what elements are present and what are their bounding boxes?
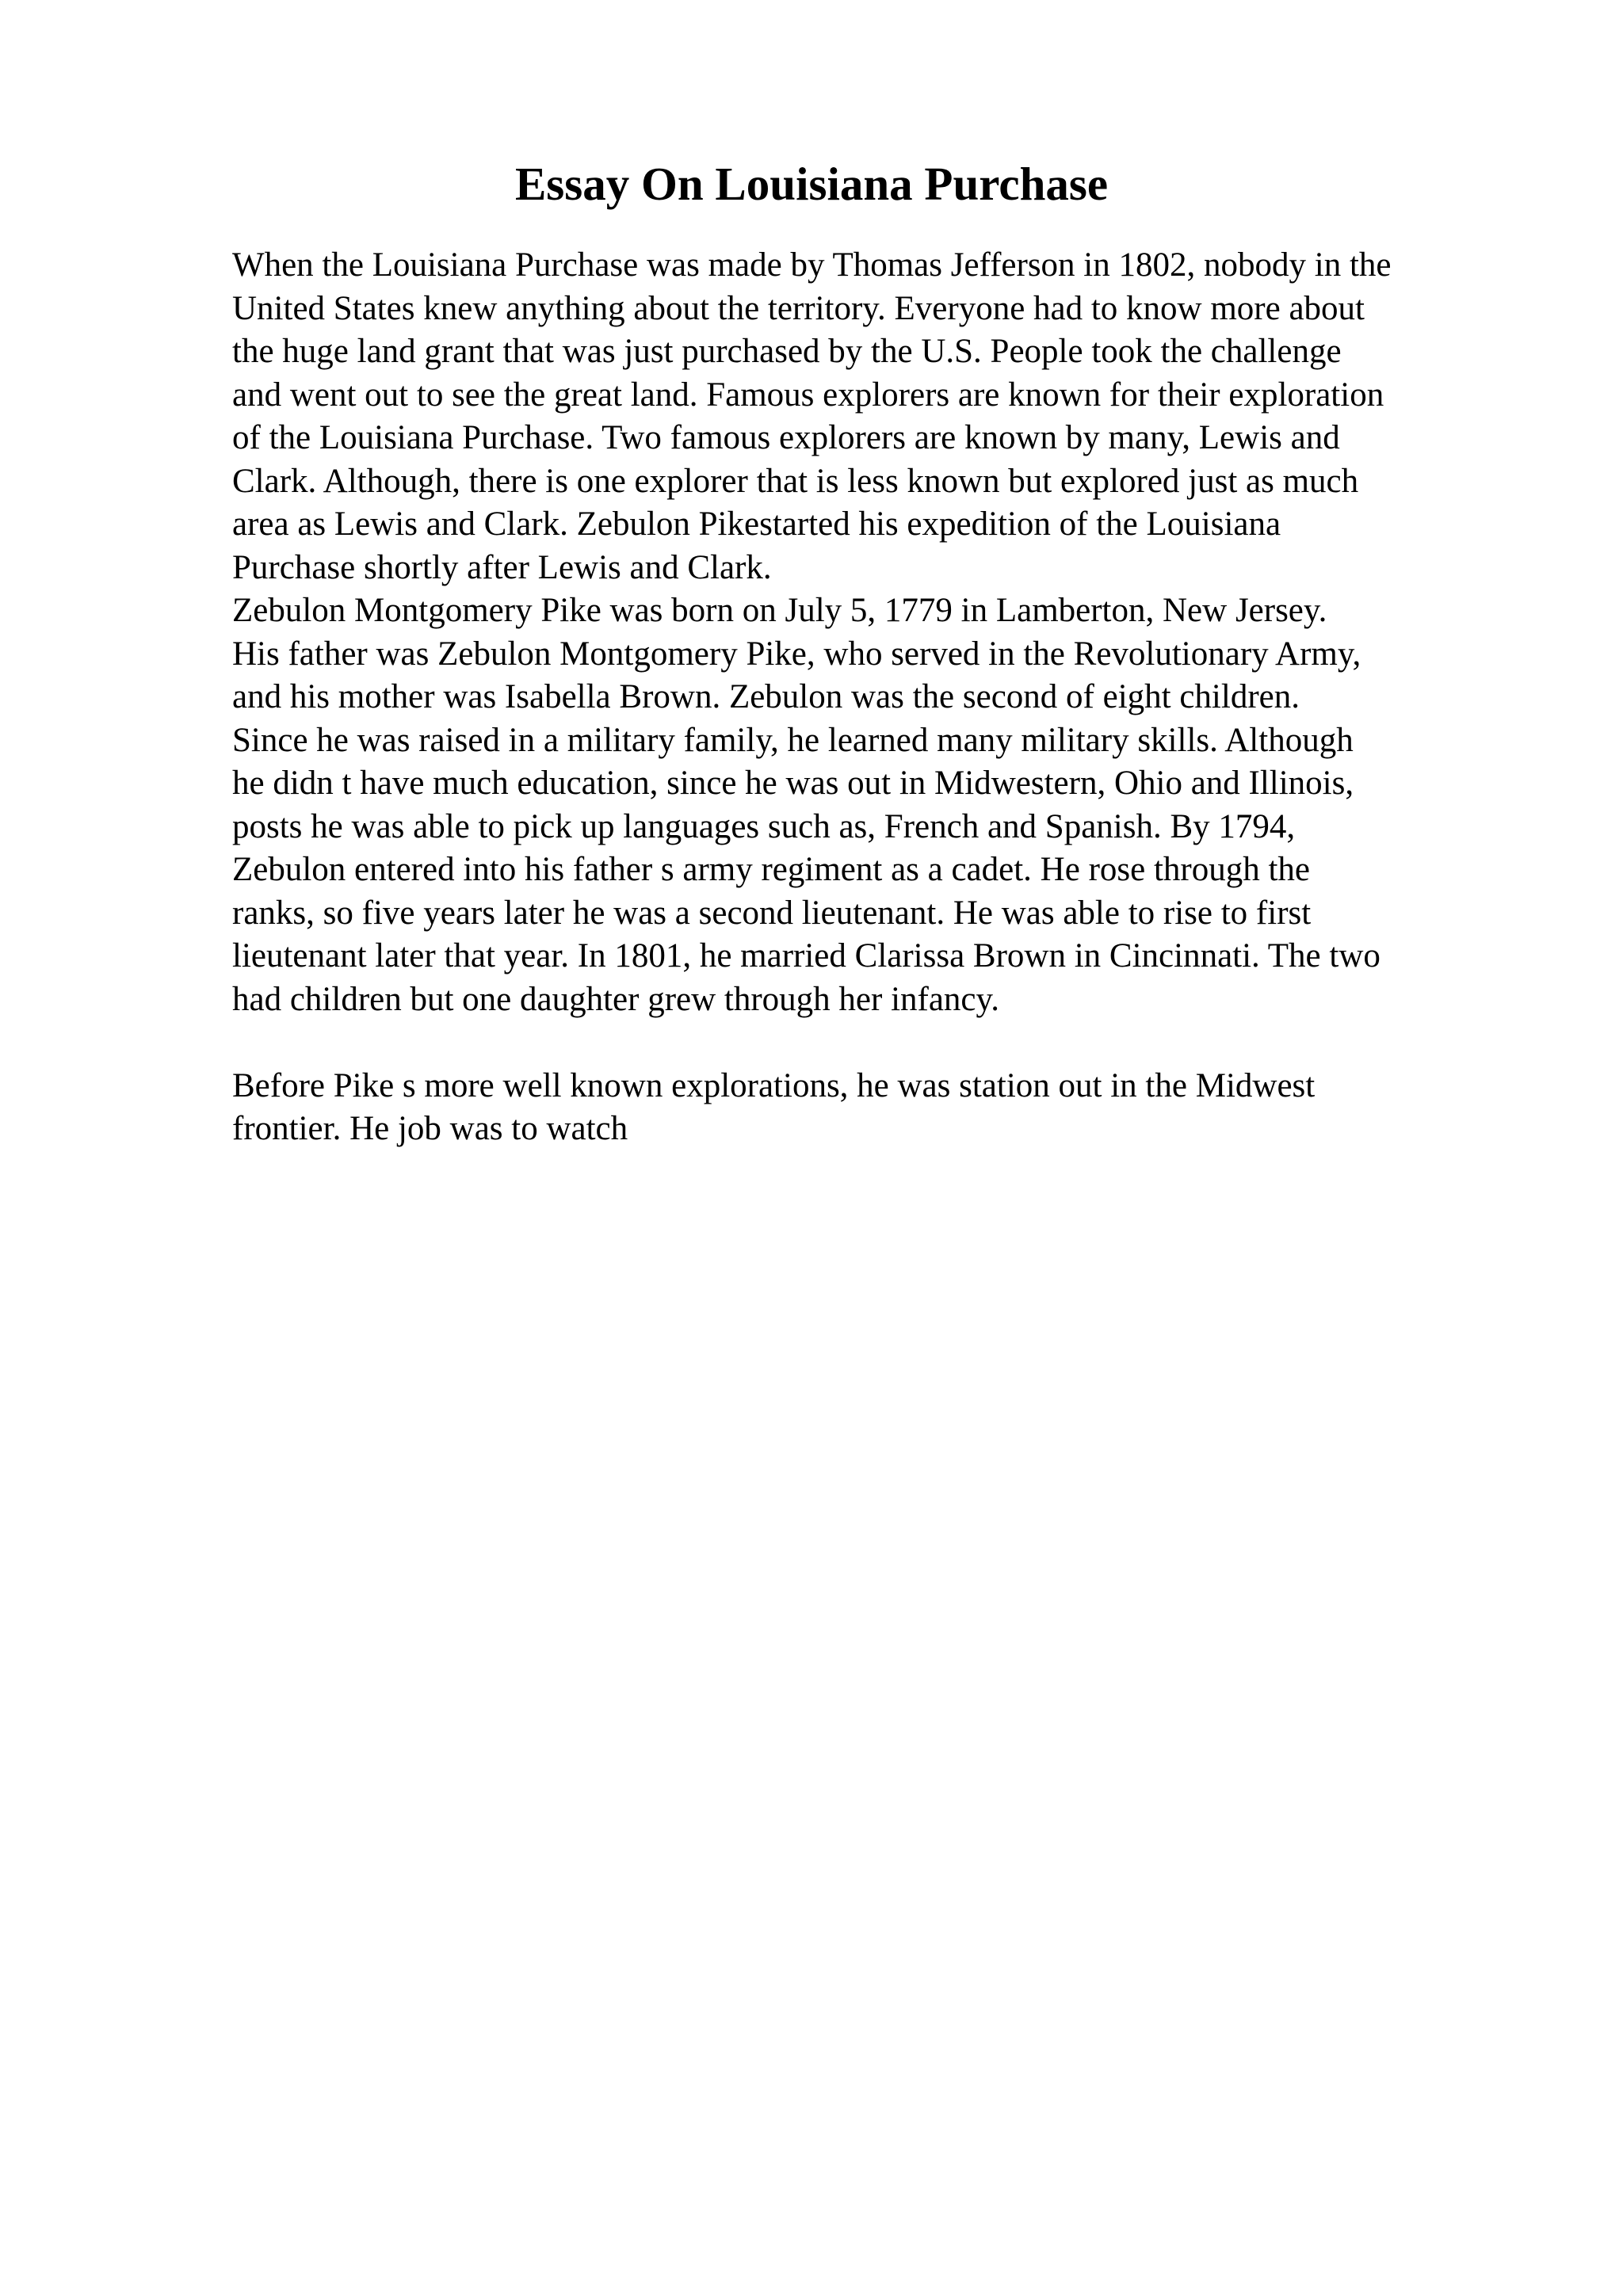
paragraph-1 [232, 244, 1516, 589]
document-body [232, 244, 1516, 1151]
text-line: the huge land grant that was just purchased by the U.S. People took the challenge [232, 333, 1342, 370]
text-line: Zebulon entered into his father s army regiment as a cadet. He rose through the [232, 851, 1311, 888]
text-line: frontier. He job was to watch [232, 1110, 628, 1147]
text-line: lieutenant later that year. In 1801, he married Clarissa Brown in Cincinnati. The two [232, 937, 1381, 974]
text-line: posts he was able to pick up languages such as, French and Spanish. By 1794, [232, 807, 1296, 845]
paragraph-3 [232, 1065, 1516, 1151]
text-line: When the Louisiana Purchase was made by Thomas Jefferson in 1802, nobody in the [232, 246, 1392, 284]
paragraph-spacer [232, 1021, 1516, 1065]
text-line: United States knew anything about the territory. Everyone had to know more about [232, 289, 1365, 327]
text-line: and his mother was Isabella Brown. Zebulon was the second of eight children. [232, 678, 1300, 715]
paragraph-2 [232, 589, 1516, 1021]
text-line: Before Pike s more well known explorations, he was station out in the Midwest [232, 1066, 1316, 1104]
text-line: ranks, so five years later he was a second lieutenant. He was able to rise to first [232, 894, 1312, 932]
document-title: Essay On Louisiana Purchase [514, 158, 1109, 210]
text-line: His father was Zebulon Montgomery Pike, who served in the Revolutionary Army, [232, 635, 1361, 673]
text-line: area as Lewis and Clark. Zebulon Pikestarted his expedition of the Louisiana [232, 505, 1281, 543]
text-line: and went out to see the great land. Famous explorers are known for their exploration [232, 376, 1384, 414]
text-line: of the Louisiana Purchase. Two famous explorers are known by many, Lewis and [232, 419, 1340, 456]
text-line: Since he was raised in a military family, he learned many military skills. Although [232, 721, 1354, 759]
text-line: Zebulon Montgomery Pike was born on July 5, 1779 in Lamberton, New Jersey. [232, 592, 1327, 629]
text-line: he didn t have much education, since he was out in Midwestern, Ohio and Illinois, [232, 765, 1354, 802]
text-line: had children but one daughter grew through her infancy. [232, 980, 999, 1018]
text-line: Purchase shortly after Lewis and Clark. [232, 548, 772, 586]
text-line: Clark. Although, there is one explorer that is less known but explored just as much [232, 462, 1359, 500]
